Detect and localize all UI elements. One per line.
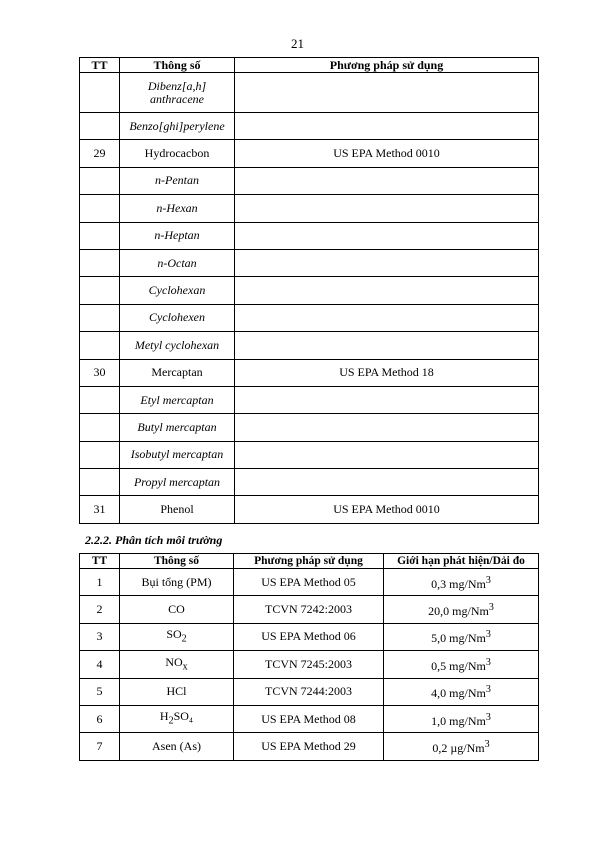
row-param bbox=[120, 596, 234, 623]
param-text: H bbox=[159, 709, 169, 724]
param-text: Asen (As) bbox=[152, 739, 201, 754]
header-param: Thông số bbox=[120, 58, 235, 73]
table-row bbox=[80, 414, 539, 441]
limit-text: 4,0 mg/Nm bbox=[431, 686, 486, 701]
table-row bbox=[80, 73, 539, 113]
header-tt: TT bbox=[80, 58, 120, 73]
row-method: US EPA Method 18 bbox=[235, 359, 539, 386]
table-row bbox=[80, 596, 539, 623]
row-limit bbox=[384, 678, 539, 705]
row-method bbox=[235, 113, 539, 140]
row-param bbox=[120, 651, 234, 678]
limit-superscript: 3 bbox=[485, 684, 491, 696]
limit-text: 1,0 mg/Nm bbox=[431, 713, 486, 728]
limit-text: 0,3 mg/Nm bbox=[431, 576, 486, 591]
row-method: US EPA Method 08 bbox=[234, 705, 384, 732]
param-subscript: 2 bbox=[181, 633, 187, 645]
table-row bbox=[80, 469, 539, 496]
row-tt: 29 bbox=[80, 140, 120, 167]
row-param: Isobutyl mercaptan bbox=[120, 441, 235, 468]
table-row bbox=[80, 304, 539, 331]
row-tt: 1 bbox=[80, 569, 120, 596]
table-row bbox=[80, 386, 539, 413]
row-tt: 3 bbox=[80, 623, 120, 650]
row-param: Mercaptan bbox=[120, 359, 235, 386]
table-row bbox=[80, 277, 539, 304]
row-tt bbox=[80, 469, 120, 496]
row-limit bbox=[384, 651, 539, 678]
row-method bbox=[235, 167, 539, 194]
row-limit bbox=[384, 733, 539, 760]
limit-text: 0,2 µg/Nm bbox=[432, 741, 485, 756]
row-param bbox=[120, 705, 234, 732]
limit-text: 5,0 mg/Nm bbox=[431, 631, 486, 646]
param-text: HCl bbox=[166, 684, 187, 699]
row-method bbox=[235, 277, 539, 304]
row-param bbox=[120, 623, 234, 650]
row-tt bbox=[80, 277, 120, 304]
row-limit bbox=[384, 569, 539, 596]
table-row bbox=[80, 113, 539, 140]
row-tt: 30 bbox=[80, 359, 120, 386]
header-limit: Giới hạn phát hiện/Dải đo bbox=[384, 554, 539, 569]
table-header-row bbox=[80, 58, 539, 73]
row-param: n-Hexan bbox=[120, 195, 235, 222]
row-tt: 6 bbox=[80, 705, 120, 732]
row-method bbox=[235, 304, 539, 331]
row-tt: 7 bbox=[80, 733, 120, 760]
row-method bbox=[235, 414, 539, 441]
table-header-row bbox=[80, 554, 539, 569]
row-method bbox=[235, 73, 539, 113]
limit-superscript: 3 bbox=[485, 629, 491, 641]
row-tt bbox=[80, 304, 120, 331]
row-param: Phenol bbox=[120, 496, 235, 523]
row-param: Dibenz[a,h] anthracene bbox=[120, 73, 235, 113]
table-row bbox=[80, 678, 539, 705]
header-method: Phương pháp sử dụng bbox=[235, 58, 539, 73]
limit-text: 20,0 mg/Nm bbox=[428, 604, 489, 619]
row-tt bbox=[80, 441, 120, 468]
row-param: Cyclohexen bbox=[120, 304, 235, 331]
table-row bbox=[80, 623, 539, 650]
row-param: Benzo[ghi]perylene bbox=[120, 113, 235, 140]
row-param: Butyl mercaptan bbox=[120, 414, 235, 441]
row-tt bbox=[80, 414, 120, 441]
row-method: TCVN 7242:2003 bbox=[234, 596, 384, 623]
table-row bbox=[80, 569, 539, 596]
table-row bbox=[80, 651, 539, 678]
row-tt: 4 bbox=[80, 651, 120, 678]
row-tt bbox=[80, 249, 120, 276]
table-row bbox=[80, 332, 539, 359]
limit-superscript: 3 bbox=[484, 739, 490, 751]
section-heading: 2.2.2. Phân tích môi trường bbox=[85, 533, 223, 547]
row-method: TCVN 7244:2003 bbox=[234, 678, 384, 705]
row-param: n-Pentan bbox=[120, 167, 235, 194]
row-param: Cyclohexan bbox=[120, 277, 235, 304]
param-text: NO bbox=[165, 654, 183, 669]
table-row bbox=[80, 249, 539, 276]
row-limit bbox=[384, 623, 539, 650]
row-method: US EPA Method 29 bbox=[234, 733, 384, 760]
limit-text: 0,5 mg/Nm bbox=[431, 658, 486, 673]
row-method bbox=[235, 441, 539, 468]
row-method bbox=[235, 222, 539, 249]
param-subscript: 2 bbox=[168, 715, 174, 727]
limit-superscript: 3 bbox=[485, 711, 491, 723]
param-text: CO bbox=[168, 602, 185, 617]
row-param: Metyl cyclohexan bbox=[120, 332, 235, 359]
row-tt bbox=[80, 222, 120, 249]
table-row bbox=[80, 222, 539, 249]
header-param: Thông số bbox=[120, 554, 234, 569]
row-param: Hydrocacbon bbox=[120, 140, 235, 167]
row-param bbox=[120, 678, 234, 705]
row-param: Etyl mercaptan bbox=[120, 386, 235, 413]
row-param bbox=[120, 569, 234, 596]
row-tt bbox=[80, 73, 120, 113]
table-row bbox=[80, 441, 539, 468]
table-row bbox=[80, 359, 539, 386]
row-method: US EPA Method 0010 bbox=[235, 140, 539, 167]
row-param: n-Octan bbox=[120, 249, 235, 276]
row-limit bbox=[384, 596, 539, 623]
row-param: n-Heptan bbox=[120, 222, 235, 249]
row-param: Propyl mercaptan bbox=[120, 469, 235, 496]
row-param bbox=[120, 733, 234, 760]
method-table bbox=[79, 57, 539, 524]
row-method: TCVN 7245:2003 bbox=[234, 651, 384, 678]
table-row bbox=[80, 733, 539, 760]
row-method bbox=[235, 386, 539, 413]
row-method bbox=[235, 249, 539, 276]
row-method bbox=[235, 469, 539, 496]
param-text: SO bbox=[166, 627, 182, 642]
page-number: 21 bbox=[291, 36, 304, 51]
row-tt bbox=[80, 113, 120, 140]
table-row bbox=[80, 140, 539, 167]
row-method: US EPA Method 05 bbox=[234, 569, 384, 596]
limit-superscript: 3 bbox=[488, 602, 494, 614]
row-method bbox=[235, 195, 539, 222]
row-method bbox=[235, 332, 539, 359]
row-tt: 31 bbox=[80, 496, 120, 523]
table-row bbox=[80, 496, 539, 523]
row-method: US EPA Method 06 bbox=[234, 623, 384, 650]
table-row bbox=[80, 167, 539, 194]
limit-superscript: 3 bbox=[485, 574, 491, 586]
environment-analysis-table bbox=[79, 553, 539, 761]
row-tt bbox=[80, 332, 120, 359]
table-row bbox=[80, 705, 539, 732]
param-text: Bụi tổng (PM) bbox=[141, 574, 212, 589]
row-tt: 2 bbox=[80, 596, 120, 623]
row-method: US EPA Method 0010 bbox=[235, 496, 539, 523]
header-tt: TT bbox=[80, 554, 120, 569]
header-method: Phương pháp sử dụng bbox=[234, 554, 384, 569]
row-tt: 5 bbox=[80, 678, 120, 705]
row-limit bbox=[384, 705, 539, 732]
row-tt bbox=[80, 167, 120, 194]
row-tt bbox=[80, 195, 120, 222]
table-row bbox=[80, 195, 539, 222]
row-tt bbox=[80, 386, 120, 413]
param-subscript: x bbox=[182, 661, 188, 673]
param-tail: SO₄ bbox=[173, 709, 194, 724]
limit-superscript: 3 bbox=[485, 656, 491, 668]
